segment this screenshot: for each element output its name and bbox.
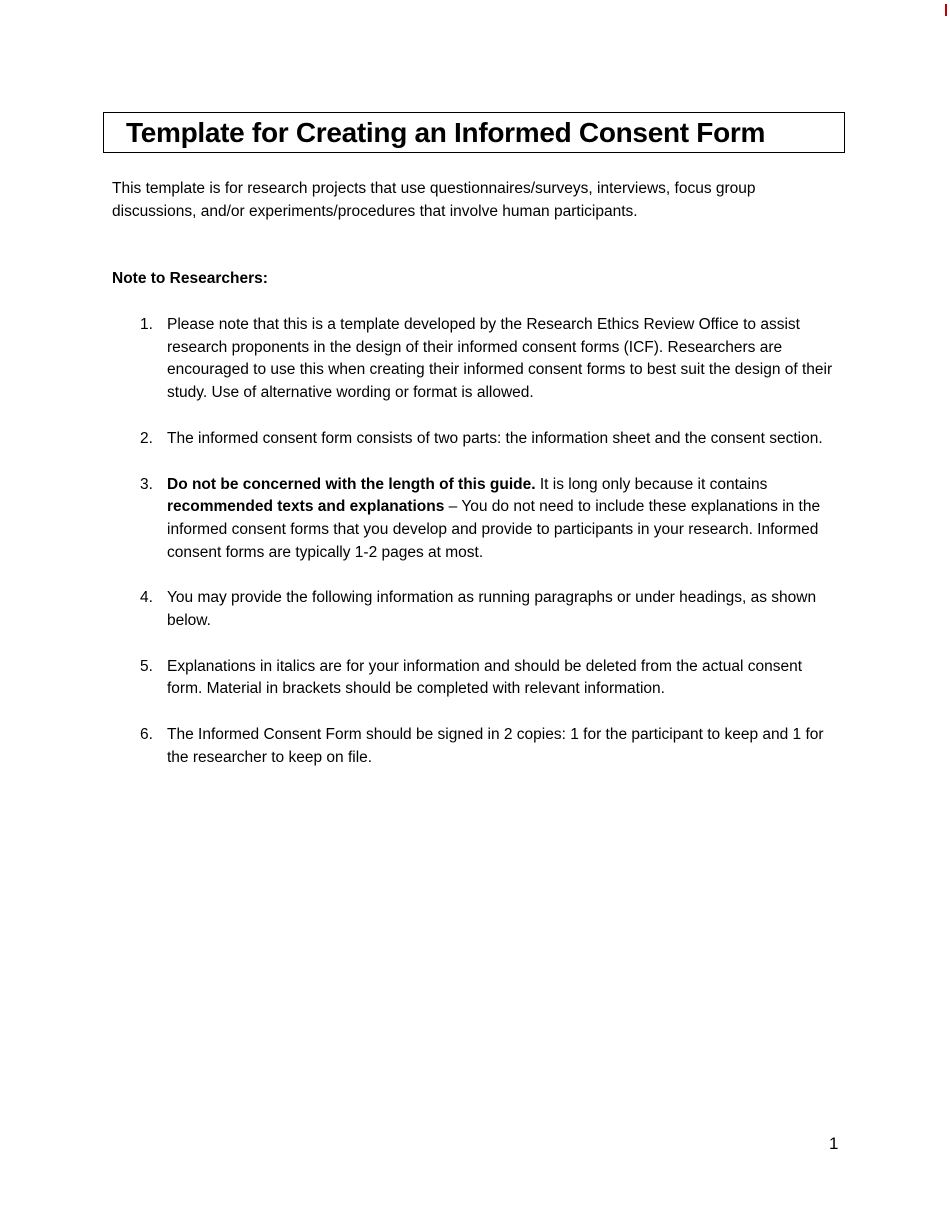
note-item-6 <box>140 724 840 769</box>
note-item-5 <box>140 656 840 701</box>
note-text: Please note that this is a template developed by the Research Ethics Review Office to assist research proponents in the design of their informed consent forms (ICF). Researchers are encouraged to use this when creating their informed consent forms to best suit the design of their study. Use of alternative wording or format is allowed. <box>167 316 833 402</box>
page-number: 1 <box>829 1134 839 1153</box>
note-number: 2. <box>140 429 153 447</box>
intro-paragraph: This template is for research projects that use questionnaires/surveys, interviews, focus group discussions, and/or experiments/procedures that involve human participants. <box>112 180 756 220</box>
corner-edit-marker <box>945 4 947 16</box>
note-text: The informed consent form consists of two parts: the information sheet and the consent section. <box>167 429 823 447</box>
note-item-2 <box>140 428 840 451</box>
title-box <box>103 112 845 153</box>
note-text: You may provide the following information as running paragraphs or under headings, as shown below. <box>167 589 817 630</box>
notes-list <box>140 314 840 793</box>
note-text: The Informed Consent Form should be signed in 2 copies: 1 for the participant to keep and 1 for the researcher to keep on file. <box>167 726 824 766</box>
note-text: Explanations in italics are for your information and should be deleted from the actual consent form. Material in brackets should be completed with relevant information. <box>167 657 803 698</box>
note-bold-lead: Do not be concerned with the length of this guide. <box>167 475 536 493</box>
note-number: 6. <box>140 726 153 744</box>
note-item-4 <box>140 587 840 632</box>
page-title: Template for Creating an Informed Consent Form <box>126 117 766 148</box>
note-number: 4. <box>140 589 153 607</box>
note-item-1 <box>140 314 840 405</box>
note-text-end: – You do not need to include these explanations in the informed consent forms that you develop and provide to participants in your research. Informed consent forms are typically 1-2 pages at most. <box>167 498 821 561</box>
note-bold-mid: recommended texts and explanations <box>167 498 445 516</box>
note-heading: Note to Researchers: <box>112 270 268 287</box>
note-number: 5. <box>140 657 153 675</box>
note-item-3 <box>140 474 840 565</box>
note-number: 1. <box>140 316 153 333</box>
note-number: 3. <box>140 475 153 493</box>
note-text-mid: It is long only because it contains <box>535 475 768 493</box>
